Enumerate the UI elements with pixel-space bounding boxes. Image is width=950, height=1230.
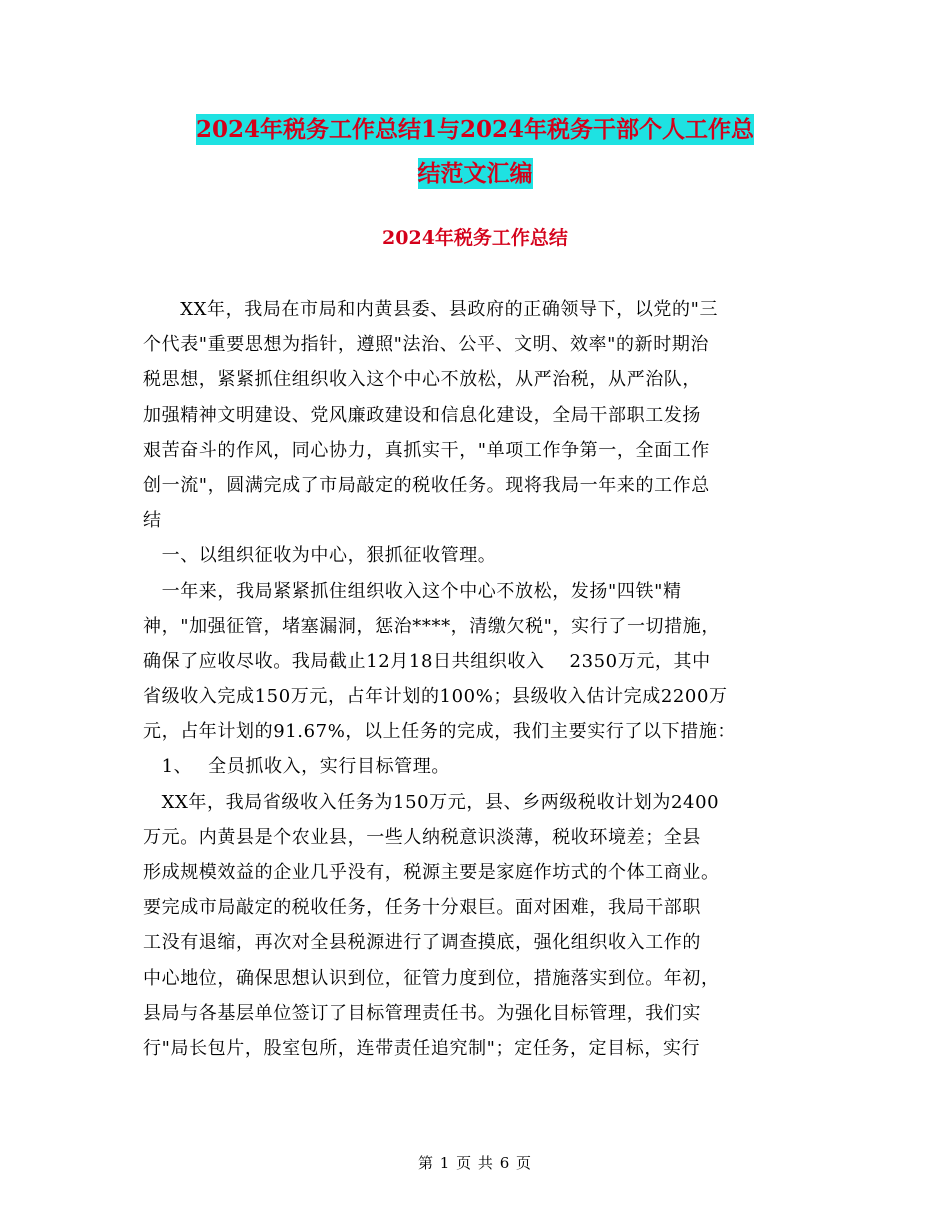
footer-total-prefix: 共 [477, 1154, 494, 1172]
body-line: 要完成市局敲定的税收任务，任务十分艰巨。面对困难，我局干部职 [143, 897, 701, 919]
body-line: 神，"加强征管，堵塞漏洞，惩治****，清缴欠税"，实行了一切措施， [143, 615, 720, 637]
heading-line: 1、 全员抓收入，实行目标管理。 [143, 756, 450, 778]
page-footer [0, 1152, 950, 1173]
body-line: 省级收入完成150万元，占年计划的100%；县级收入估计完成2200万 [143, 686, 728, 708]
body-line: 个代表"重要思想为指针，遵照"法治、公平、文明、效率"的新时期治 [143, 334, 710, 356]
body-line: XX年，我局省级收入任务为150万元，县、乡两级税收计划为2400 [143, 791, 720, 813]
footer-total-pages: 6 [499, 1154, 511, 1172]
body-text [143, 292, 811, 1066]
body-line: 县局与各基层单位签订了目标管理责任书。为强化目标管理，我们实 [143, 1002, 701, 1024]
heading-line: 一、以组织征收为中心，狠抓征收管理。 [143, 545, 497, 567]
footer-current-page: 1 [439, 1154, 451, 1172]
document-title-line-2 [0, 148, 950, 200]
document-title-highlight-1: 2024年税务工作总结1与2024年税务干部个人工作总 [195, 116, 755, 143]
footer-prefix: 第 [417, 1154, 434, 1172]
footer-suffix: 页 [516, 1154, 533, 1172]
body-line: 加强精神文明建设、党风廉政建设和信息化建设，全局干部职工发扬 [143, 404, 701, 426]
body-line: 工没有退缩，再次对全县税源进行了调查摸底，强化组织收入工作的 [143, 932, 701, 954]
body-line: 艰苦奋斗的作风，同心协力，真抓实干，"单项工作争第一，全面工作 [143, 439, 710, 461]
body-line: 税思想，紧紧抓住组织收入这个中心不放松，从严治税，从严治队， [143, 369, 701, 391]
footer-page-word: 页 [456, 1154, 473, 1172]
body-line: 一年来，我局紧紧抓住组织收入这个中心不放松，发扬"四铁"精 [143, 580, 682, 602]
body-line: 元，占年计划的91.67%，以上任务的完成，我们主要实行了以下措施： [143, 721, 737, 743]
body-line: 创一流"，圆满完成了市局敲定的税收任务。现将我局一年来的工作总 [143, 474, 710, 496]
body-line: 行"局长包片，股室包所，连带责任追究制"；定任务，定目标，实行 [143, 1037, 701, 1059]
body-line: 形成规模效益的企业几乎没有，税源主要是家庭作坊式的个体工商业。 [143, 862, 720, 883]
document-title-highlight-2: 结范文汇编 [417, 160, 533, 187]
body-line: 确保了应收尽收。我局截止12月18日共组织收入 2350万元，其中 [143, 650, 711, 672]
body-line: 中心地位，确保思想认识到位，征管力度到位，措施落实到位。年初， [143, 967, 720, 989]
body-line: 结 [143, 510, 162, 532]
body-line: 万元。内黄县是个农业县，一些人纳税意识淡薄，税收环境差；全县 [143, 826, 701, 848]
body-line: XX年，我局在市局和内黄县委、县政府的正确领导下，以党的"三 [143, 299, 719, 320]
section-title: 2024年税务工作总结 [382, 227, 568, 249]
